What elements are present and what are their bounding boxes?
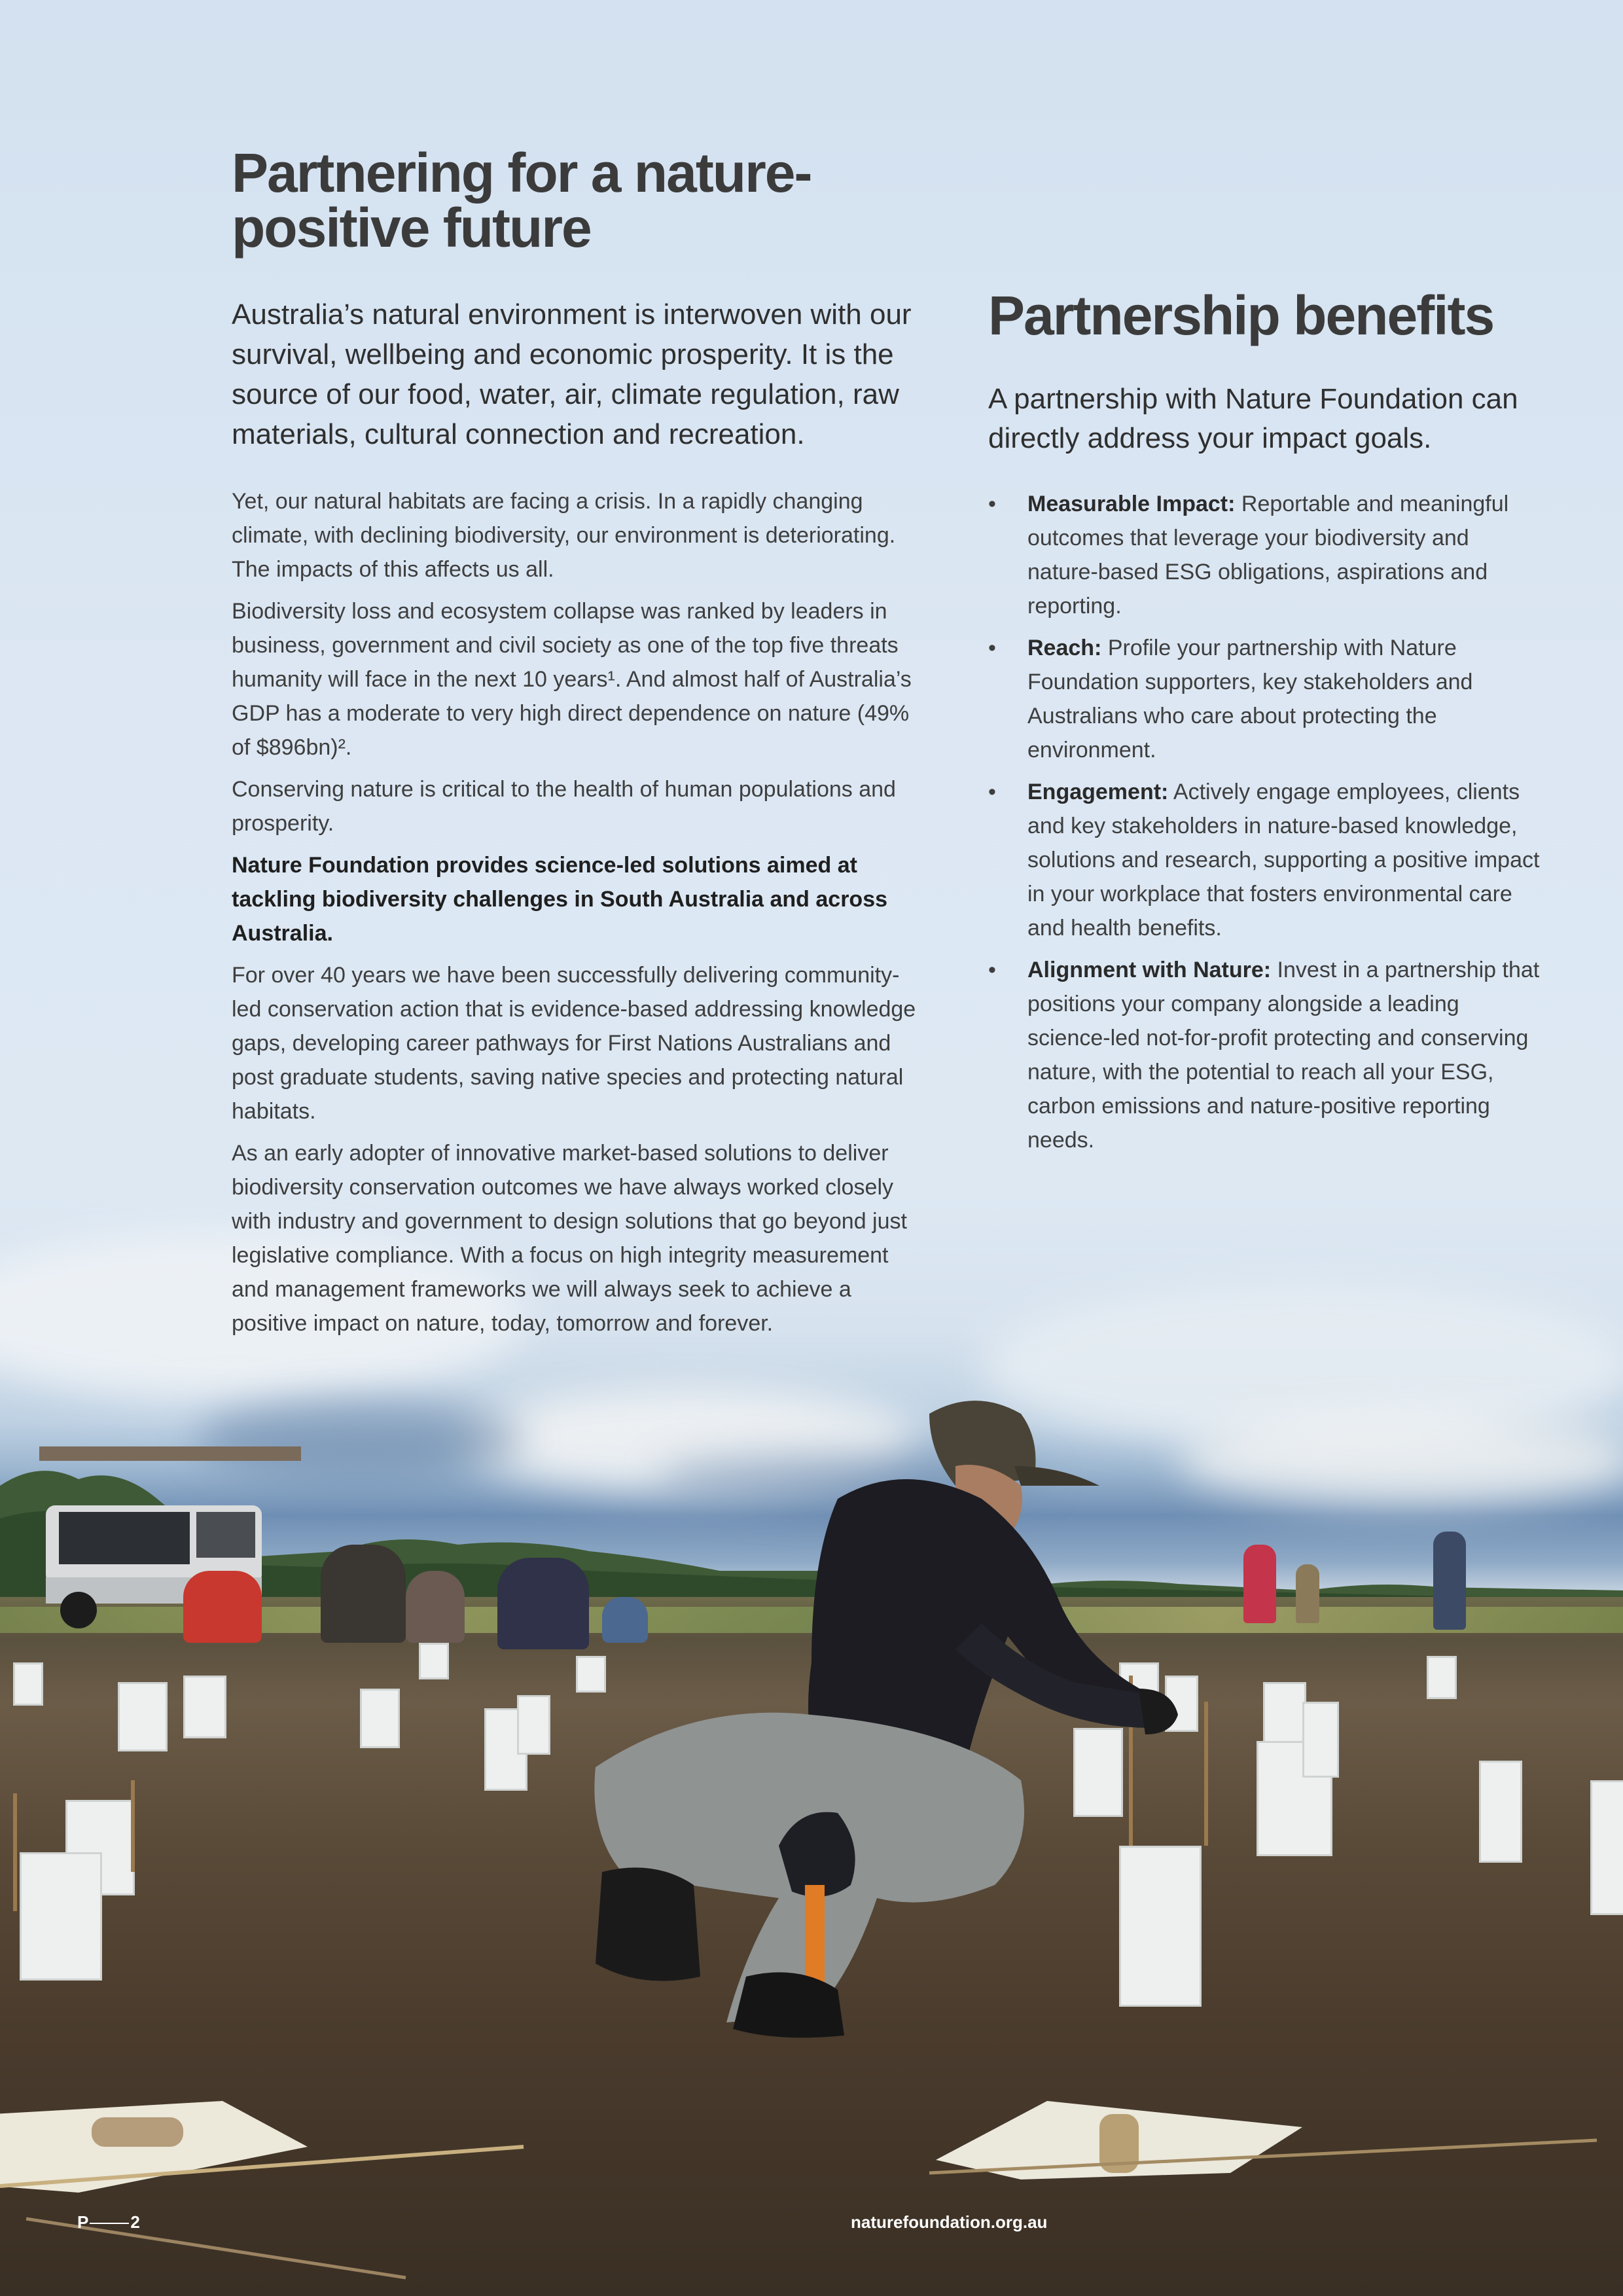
- paragraph-40-years: For over 40 years we have been successfully delivering community-led conservation action that is evidence-based addressing knowledge gaps, developing career pathways for First Nations Australians and post graduate students, saving native species and protecting natural habitats.: [232, 963, 916, 1124]
- bullet: •: [988, 636, 996, 660]
- benefit-measurable-impact: [988, 487, 1544, 623]
- paragraph-market-solutions: As an early adopter of innovative market-based solutions to deliver biodiversity conservation outcomes we have always worked closely with industry and government to design solutions that go beyond just legislative compliance. With a focus on high integrity measurement and management frameworks we will always seek to achieve a positive impact on nature, today, tomorrow and forever.: [232, 1141, 907, 1336]
- page-number-value: 2: [130, 2212, 140, 2232]
- benefit-label: Alignment with Nature:: [1027, 958, 1272, 982]
- vehicle: [39, 1446, 314, 1643]
- benefits-column: [988, 285, 1544, 1165]
- benefits-list: [988, 487, 1544, 1157]
- benefits-title: Partnership benefits: [988, 285, 1494, 346]
- page-number: [77, 2212, 140, 2233]
- page-title: Partnering for a nature-positive future: [232, 142, 812, 259]
- bullet: •: [988, 780, 996, 804]
- benefit-label: Measurable Impact:: [1027, 492, 1236, 516]
- benefit-engagement: [988, 775, 1544, 945]
- benefit-text: Invest in a partnership that positions your company alongside a leading science-led not-for-profit protecting and conserving nature, with the potential to reach all your ESG, carbon emissions and nature-positive reporting needs.: [1027, 958, 1540, 1153]
- benefit-text: Actively engage employees, clients and key stakeholders in nature-based knowledge, solutions and research, supporting a positive impact in your workplace that fosters environmental care and health benefits.: [1027, 780, 1540, 941]
- page-prefix: P: [77, 2212, 89, 2232]
- paragraph-conserving-nature: Conserving nature is critical to the health of human populations and prosperity.: [232, 777, 896, 836]
- benefit-text: Reportable and meaningful outcomes that leverage your biodiversity and nature-based ESG obligations, aspirations and reporting.: [1027, 492, 1509, 619]
- benefit-reach: [988, 631, 1544, 767]
- page-rule: [90, 2223, 129, 2224]
- foreground-cards: [0, 2088, 1623, 2296]
- benefit-text: Profile your partnership with Nature Foundation supporters, key stakeholders and Australians who care about protecting the environment.: [1027, 636, 1473, 762]
- benefits-lead: A partnership with Nature Foundation can directly address your impact goals.: [988, 383, 1518, 454]
- paragraph-crisis: Yet, our natural habitats are facing a crisis. In a rapidly changing climate, with declining biodiversity, our environment is deteriorating. The impacts of this affects us all.: [232, 489, 896, 582]
- volunteer-planting: [563, 1388, 1191, 2075]
- paragraph-biodiversity-loss: Biodiversity loss and ecosystem collapse was ranked by leaders in business, government and civil society as one of the top five threats humanity will face in the next 10 years¹. And almost half of Australia’s GDP has a moderate to very high direct dependence on nature (49% of $896bn)².: [232, 599, 912, 760]
- bullet: •: [988, 492, 996, 516]
- website-url[interactable]: naturefoundation.org.au: [851, 2212, 1048, 2232]
- benefit-label: Engagement:: [1027, 780, 1169, 804]
- intro-column: [232, 142, 919, 1348]
- paragraph-science-led: Nature Foundation provides science-led solutions aimed at tackling biodiversity challenges in South Australia and across Australia.: [232, 853, 888, 946]
- benefit-alignment: [988, 953, 1544, 1157]
- bullet: •: [988, 958, 996, 982]
- benefit-label: Reach:: [1027, 636, 1102, 660]
- intro-lead: Australia’s natural environment is interwoven with our survival, wellbeing and economic prosperity. It is the source of our food, water, air, climate regulation, raw materials, cultural connection and recreation.: [232, 298, 912, 450]
